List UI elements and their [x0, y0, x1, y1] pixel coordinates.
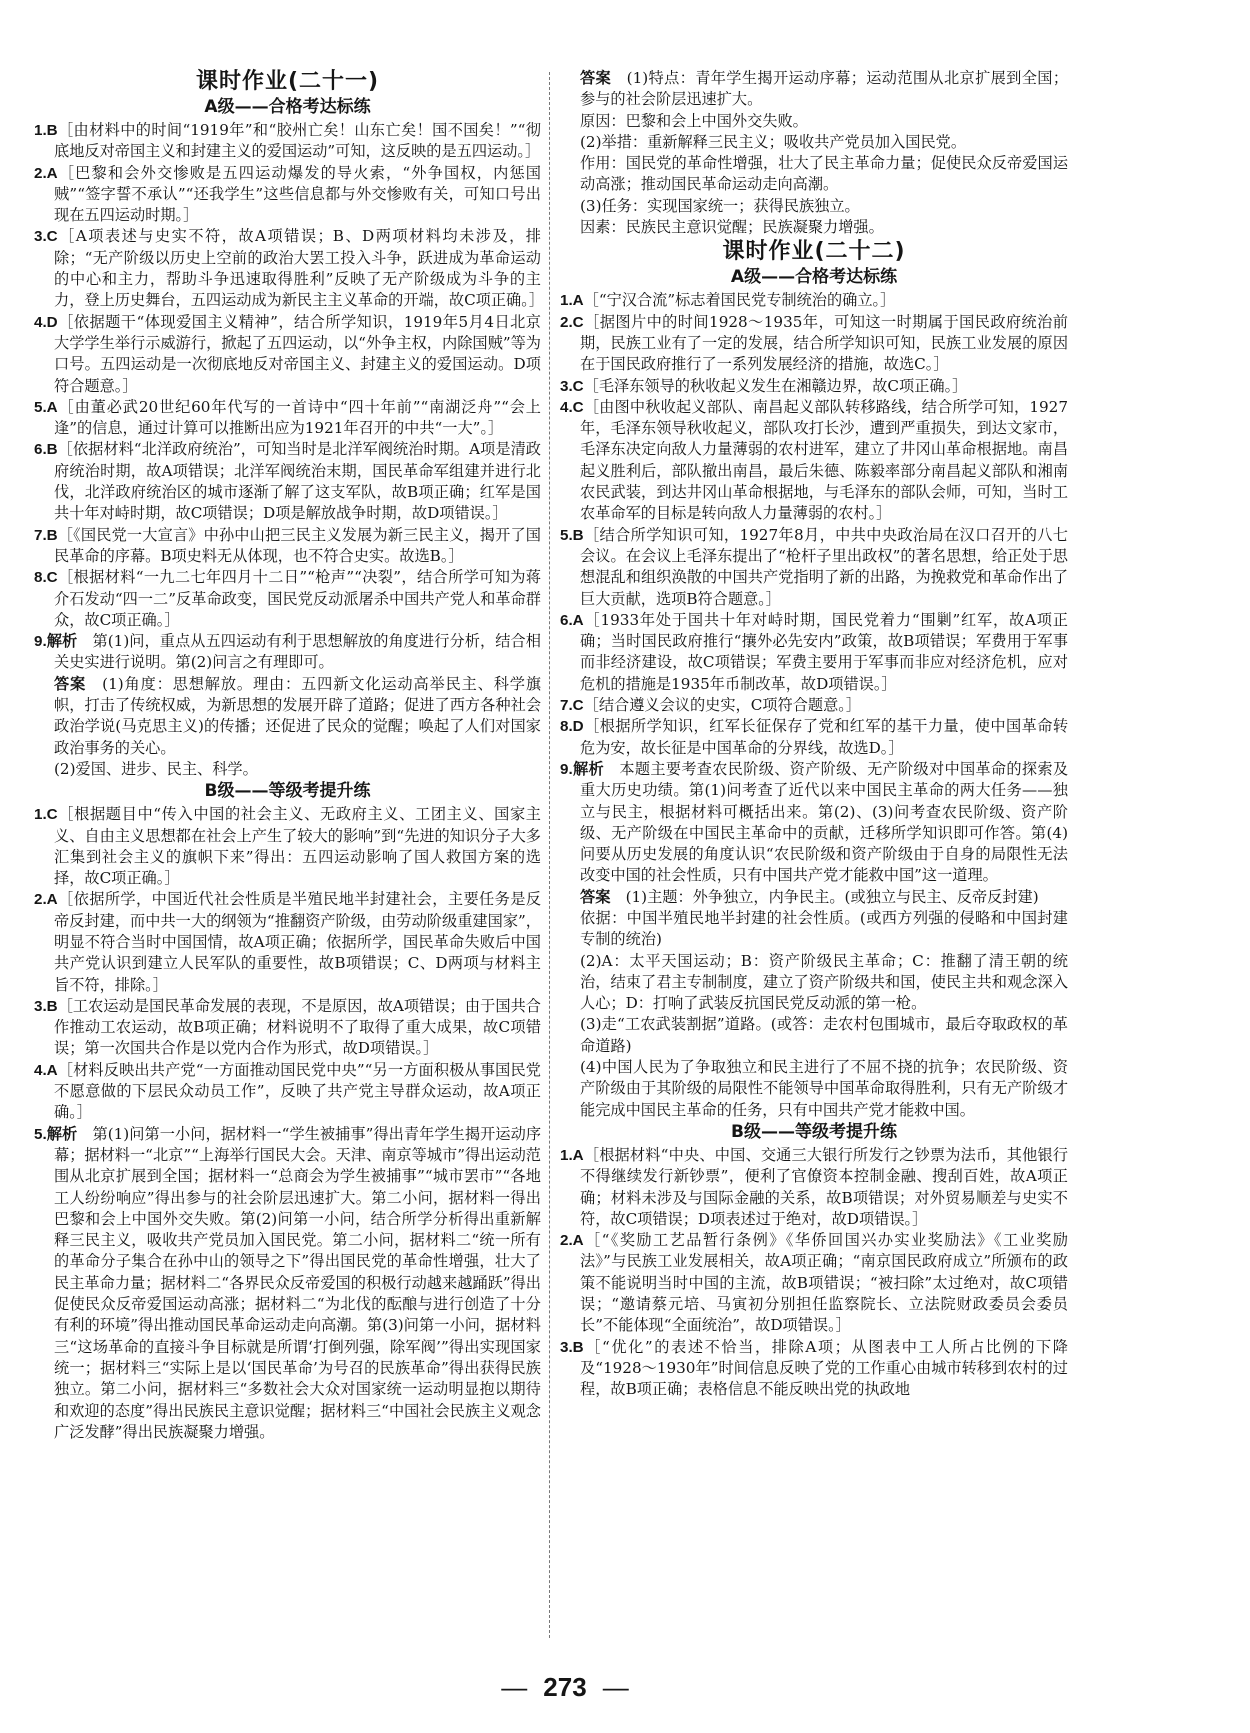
question-9-analysis: 9.解析 第(1)问，重点从五四运动有利于思想解放的角度进行分析，结合相关史实进行说明。第(2)问言之有理即可。 [34, 632, 541, 672]
right-column [560, 68, 1068, 1401]
level-a-answer-list [34, 120, 545, 780]
column-divider [549, 72, 550, 1638]
answer-item: 3.C［毛泽东领导的秋收起义发生在湘赣边界，故C项正确。］ [560, 376, 968, 395]
answer-item: 4.D［依据题干“体现爱国主义精神”，结合所学知识，1919年5月4日北京大学学生举行示威游行，掀起了五四运动，以“外争主权，内除国贼”等为口号。五四运动是一次彻底地反对帝国主义、封建主义的爱国运动。D项符合题意。］ [34, 312, 541, 395]
question-9-answer: 答案 (1)主题：外争独立，内争民主。(或独立与民主、反帝反封建) 依据：中国半殖民地半封建的社会性质。(或西方列强的侵略和中国封建专制的统治) (2)A：太平天国运动；B：资产阶级民主革命；C：推翻了清王朝的统治，结束了君主专制制度，建立了资产阶级共和国，使民主共和观念深入人心；D：打响了武装反抗国民党反动派的第一枪。 (3)走“工农武装割据”道路。(或答：走农村包围城市，最后夺取政权的革命道路) (4)中国人民为了争取独立和民主进行了不屈不挠的抗争；农民阶级、资产阶级由于其阶级的局限性不能领导中国革命取得胜利，只有无产阶级才能完成中国民主革命的任务，只有中国共产党才能救中国。 [580, 887, 1068, 1119]
answer-item: 2.C［据图片中的时间1928～1935年，可知这一时期属于国民政府统治前期，民族工业有了一定的发展，结合所学知识可知，民族工业发展的原因在于国民政府推行了一系列发展经济的措施，故选C。］ [560, 312, 1068, 374]
answer-item: 6.A［1933年处于国共十年对峙时期，国民党着力“围剿”红军，故A项正确；当时国民政府推行“攘外必先安内”政策，故B项错误；军费用于军事而非经济建设，故C项错误；军费主要用于军事而非应对经济危机，应对危机的措施是1935年币制改革，故D项错误。］ [560, 610, 1068, 693]
left-column [34, 68, 545, 1443]
answer-item: 4.A［材料反映出共产党“一方面推动国民党中央”“另一方面积极从事国民党不愿意做的下层民众动员工作”，反映了共产党主导群众运动，故A项正确。］ [34, 1060, 541, 1122]
question-9-answer: 答案 (1)角度：思想解放。理由：五四新文化运动高举民主、科学旗帜，打击了传统权威，为新思想的发展开辟了道路；促进了西方各种社会政治学说(马克思主义)的传播；还促进了民众的觉醒；唤起了人们对国家政治事务的关心。 (2)爱国、进步、民主、科学。 [54, 674, 542, 778]
answer-item: 2.A［依据所学，中国近代社会性质是半殖民地半封建社会，主要任务是反帝反封建，而中共一大的纲领为“推翻资产阶级，由劳动阶级重建国家”，明显不符合当时中国国情，故A项正确；依据所学，国民革命失败后中国共产党认识到建立人民军队的重要性，故B项错误；C、D两项与材料主旨不符，排除。］ [34, 890, 541, 994]
page-number: — 273 — [501, 1672, 629, 1702]
answer-item: 8.C［根据材料“一九二七年四月十二日”“枪声”“决裂”，结合所学可知为蒋介石发动“四一二”反革命政变，国民党反动派屠杀中国共产党人和革命群众，故C项正确。］ [34, 568, 541, 629]
answer-item: 2.A［巴黎和会外交惨败是五四运动爆发的导火索，“外争国权，内惩国贼”“签字誓不承认”“还我学生”这些信息都与外交惨败有关，可知口号出现在五四运动时期。］ [34, 163, 541, 225]
answer-item: 1.A［“宁汉合流”标志着国民党专制统治的确立。］ [560, 291, 896, 310]
answer-item: 3.B［工农运动是国民革命发展的表现，不是原因，故A项错误；由于国共合作推动工农运动，故B项正确；材料说明不了取得了重大成果，故C项错误；第一次国共合作是以党内合作为形式，故D项错误。］ [34, 996, 541, 1058]
answer-item: 1.C［根据题目中“传入中国的社会主义、无政府主义、工团主义、国家主义、自由主义思想都在社会上产生了较大的影响”到“先进的知识分子大多汇集到社会主义的旗帜下来”得出：五四运动影响了国人救国方案的选择，故C项正确。］ [34, 805, 541, 888]
level-b-heading: B级——等级考提升练 [204, 781, 371, 802]
level-a-heading: A级——合格考达标练 [730, 267, 898, 288]
level-b-heading: B级——等级考提升练 [731, 1121, 897, 1142]
answer-item: 8.D［根据所学知识，红军长征保存了党和红军的基干力量，使中国革命转危为安，故长征是中国革命的分界线，故选D。］ [560, 717, 1068, 757]
question-9-analysis: 9.解析 本题主要考查农民阶级、资产阶级、无产阶级对中国革命的探索及重大历史功绩。第(1)问考查了近代以来中国民主革命的两大任务——独立与民主，根据材料可概括出来。第(2)、(3)问考查农民阶级、资产阶级、无产阶级在中国民主革命中的贡献，迁移所学知识即可作答。第(4)问要从历史发展的角度认识“农民阶级和资产阶级由于自身的局限性无法改变中国的社会性质，只有中国共产党才能救中国”这一道理。 [560, 759, 1069, 885]
answer-item: 2.A［“《奖励工艺品暂行条例》《华侨回国兴办实业奖励法》《工业奖励法》”与民族工业发展相关，故A项正确；“南京国民政府成立”所颁布的政策不能说明当时中国的主流，故B项错误；“被扫除”太过绝对，故C项错误；“邀请蔡元培、马寅初分别担任监察院长、立法院财政委员会委员长”不能体现“全面统治”，故D项错误。］ [560, 1231, 1068, 1335]
answer-item: 1.B［由材料中的时间“1919年”和“胶州亡矣！山东亡矣！国不国矣！”“彻底地反对帝国主义和封建主义的爱国运动”可知，这反映的是五四运动。］ [34, 121, 541, 161]
answer-item: 4.C［由图中秋收起义部队、南昌起义部队转移路线，结合所学可知，1927年，毛泽东领导秋收起义，部队攻打长沙，遭到严重损失，到达文家市，毛泽东决定向敌人力量薄弱的农村进军，建立了井冈山革命根据地。南昌起义胜利后，部队撤出南昌，最后朱德、陈毅率部分南昌起义部队和湘南农民武装，到达井冈山革命根据地，与毛泽东的部队会师，可知，当时工农革命军的目标是转向敌人力量薄弱的农村。］ [560, 397, 1068, 523]
answer-item: 7.C［结合遵义会议的史实，C项符合题意。］ [560, 696, 862, 715]
answer-item: 3.C［A项表述与史实不符，故A项错误；B、D两项材料均未涉及，排除；“无产阶级以历史上空前的政治大罢工投入斗争，跃进成为革命运动的中心和主力，帮助斗争迅速取得胜利”反映了无产阶级成为斗争的主力，登上历史舞台，五四运动成为新民主主义革命的开端，故C项正确。］ [34, 227, 545, 310]
answer-item: 1.A［根据材料“中央、中国、交通三大银行所发行之钞票为法币，其他银行不得继续发行新钞票”，便利了官僚资本控制金融、搜刮百姓，故A项正确；材料未涉及与国际金融的关系，故B项错误；对外贸易顺差与史实不符，故C项错误；D项表述过于绝对，故D项错误。］ [560, 1145, 1068, 1228]
answer-item: 3.B［“优化”的表述不恰当，排除A项；从图表中工人所占比例的下降及“1928～1930年”时间信息反映了党的工作重心由城市转移到农村的过程，故B项正确；表格信息不能反映出党的执政地 [560, 1337, 1068, 1399]
answer-item: 6.B［依据材料“北洋政府统治”，可知当时是北洋军阀统治时期。A项是清政府统治时期，故A项错误；北洋军阀统治末期，国民革命军组建并进行北伐，北洋政府统治区的城市逐渐了解了这支军队，故B项正确；红军是国共十年对峙时期，故C项错误；D项是解放战争时期，故D项错误。］ [34, 440, 541, 523]
level-a-answer-list [560, 290, 1068, 1121]
level-b-answer-list [560, 1145, 1068, 1401]
section-title-21: 课时作业(二十一) [195, 69, 380, 94]
question-5-analysis: 5.解析 第(1)问第一小问，据材料一“学生被捕事”得出青年学生揭开运动序幕；据材料一“北京”“上海举行国民大会。天津、南京等城市”得出运动范围从北京扩展到全国；据材料一“总商会为学生被捕事”“城市罢市”“各地工人纷纷响应”得出参与的社会阶层迅速扩大。第二小问，据材料一得出巴黎和会上中国外交失败。第(2)问第一小问，结合所学分析得出重新解释三民主义，吸收共产党员加入国民党。第二小问，据材料二“统一所有的革命分子集合在孙中山的领导之下”得出国民党的革命性增强，壮大了民主革命力量；据材料二“各界民众反帝爱国的积极行动越来越踊跃”得出促使民众反帝爱国运动高涨；据材料二“为北伐的酝酿与进行创造了十分有利的环境”得出推动国民革命运动走向高潮。第(3)问第一小问，据材料三“这场革命的直接斗争目标就是所谓‘打倒列强，除军阀’”得出实现国家统一；据材料三“实际上是以‘国民革命’为号召的民族革命”得出获得民族独立。第二小问，据材料三“多数社会大众对国家统一运动明显抱以期待和欢迎的态度”得出民族民主意识觉醒；据材料三“中国社会民族主义观念广泛发酵”得出民族凝聚力增强。 [34, 1124, 542, 1441]
answer-item: 7.B［《国民党一大宣言》中孙中山把三民主义发展为新三民主义，揭开了国民革命的序幕。B项史料无从体现，也不符合史实。故选B。］ [34, 525, 541, 565]
answer-item: 5.B［结合所学知识可知，1927年8月，中共中央政治局在汉口召开的八七会议。在会议上毛泽东提出了“枪杆子里出政权”的著名思想，给正处于思想混乱和组织涣散的中国共产党指明了新的出路，为挽救党和革命作出了巨大贡献，选项B符合题意。］ [560, 525, 1068, 608]
answer-item: 5.A［由董必武20世纪60年代写的一首诗中“四十年前”“南湖泛舟”“会上逢”的信息，通过计算可以推断出应为1921年召开的中共“一大”。］ [34, 397, 541, 438]
section-title-22: 课时作业(二十二) [722, 239, 906, 265]
level-b-answer-list [34, 804, 541, 1443]
question-5-answer: 答案 (1)特点：青年学生揭开运动序幕；运动范围从北京扩展到全国；参与的社会阶层迅速扩大。 原因：巴黎和会上中国外交失败。 (2)举措：重新解释三民主义；吸收共产党员加入国民党。 作用：国民党的革命性增强，壮大了民主革命力量；促使民众反帝爱国运动高涨；推动国民革命运动走向高潮。 (3)任务：实现国家统一；获得民族独立。 因素：民族民主意识觉醒；民族凝聚力增强。 [580, 69, 1069, 237]
level-a-heading: A级——合格考达标练 [204, 97, 371, 117]
